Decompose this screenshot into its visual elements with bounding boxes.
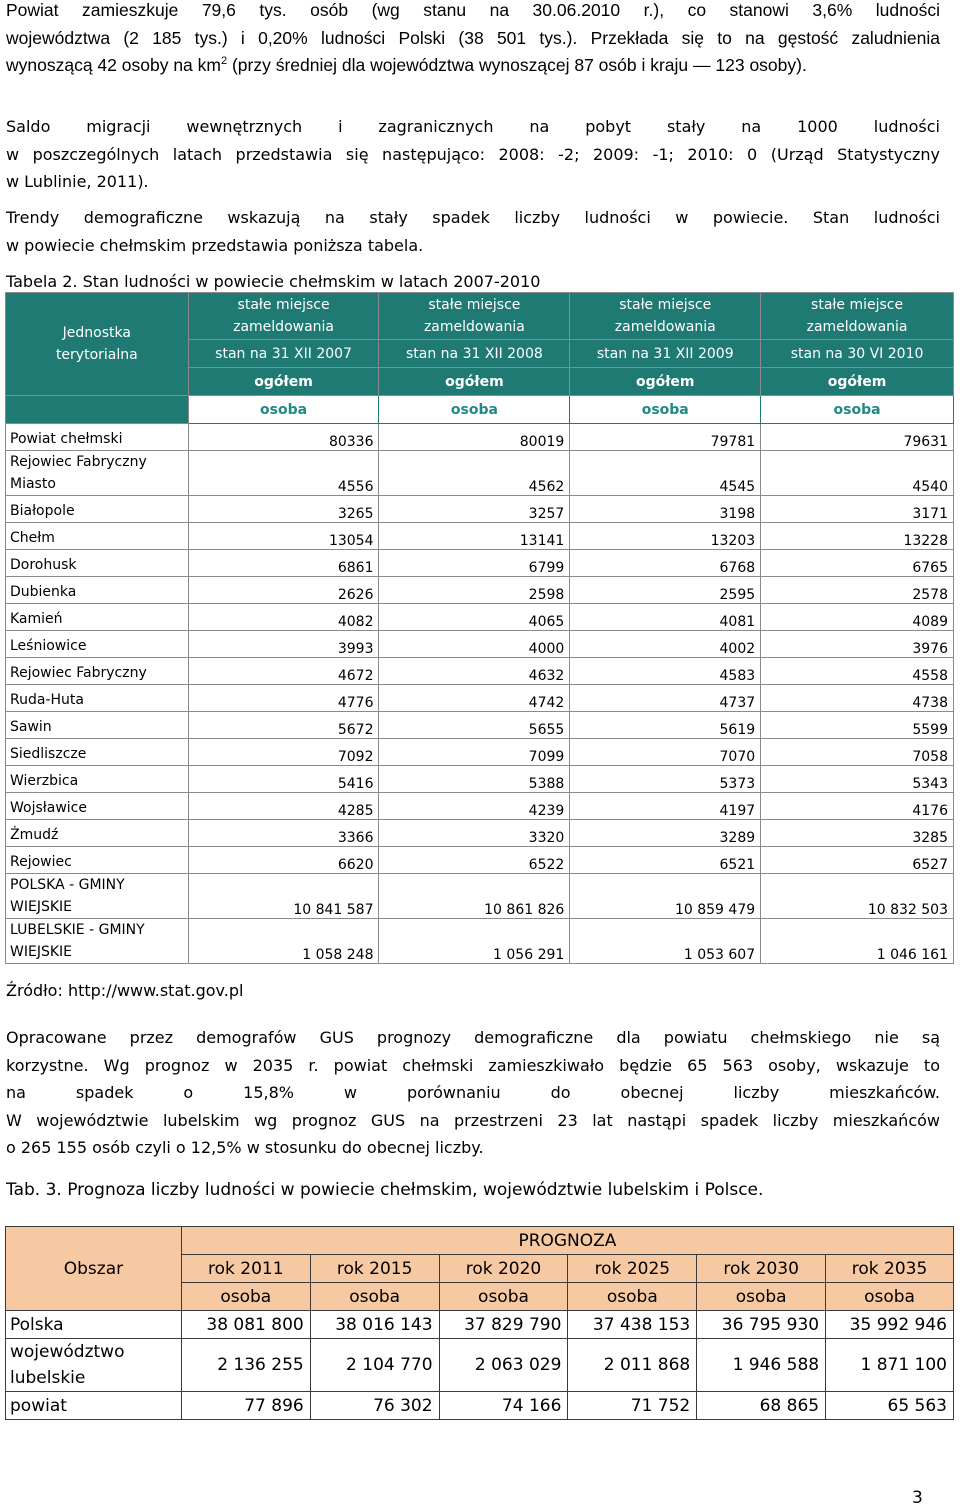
- table-row: [6, 604, 954, 631]
- cell-value: 2 136 255: [181, 1339, 310, 1392]
- table3-caption: Tab. 3. Prognoza liczby ludności w powiecie chełmskim, województwie lubelskim i Polsce.: [6, 1180, 764, 1200]
- table-row: [6, 577, 954, 604]
- unit-header-spacer: [6, 396, 189, 424]
- cell-value: 2595: [570, 577, 761, 604]
- cell-value: 4089: [761, 604, 954, 631]
- forecast-line-2: korzystne. Wg prognoz w 2035 r. powiat chełmski zamieszkiwało będzie 65 563 osoby, wskazuje to: [6, 1055, 940, 1075]
- cell-value: 4558: [761, 658, 954, 685]
- col-date-header: stan na 30 VI 2010: [761, 340, 954, 368]
- col-unit-header: osoba: [188, 396, 379, 424]
- cell-value: 13141: [379, 523, 570, 550]
- cell-value: 80019: [379, 424, 570, 451]
- col-unit-header: osoba: [761, 396, 954, 424]
- unit-header: osoba: [826, 1283, 954, 1311]
- cell-value: 38 016 143: [310, 1311, 439, 1339]
- cell-value: 3285: [761, 820, 954, 847]
- table-row: [6, 919, 954, 964]
- cell-value: 13228: [761, 523, 954, 550]
- cell-value: 5655: [379, 712, 570, 739]
- cell-value: 3257: [379, 496, 570, 523]
- cell-value: 5416: [188, 766, 379, 793]
- migration-paragraph: [6, 113, 940, 196]
- table-row: [6, 424, 954, 451]
- superscript: 2: [220, 55, 228, 68]
- row-name: Polska: [6, 1311, 182, 1339]
- cell-value: 2598: [379, 577, 570, 604]
- cell-value: 7092: [188, 739, 379, 766]
- cell-value: 4545: [570, 451, 761, 496]
- year-header: rok 2020: [439, 1255, 568, 1283]
- row-name: Chełm: [6, 523, 189, 550]
- row-name: LUBELSKIE - GMINY WIEJSKIE: [6, 919, 189, 964]
- cell-value: 1 871 100: [826, 1339, 954, 1392]
- cell-value: 4239: [379, 793, 570, 820]
- table-row: [6, 739, 954, 766]
- row-name: Leśniowice: [6, 631, 189, 658]
- cell-value: 7099: [379, 739, 570, 766]
- col-date-header: stan na 31 XII 2008: [379, 340, 570, 368]
- row-name: POLSKA - GMINY WIEJSKIE: [6, 874, 189, 919]
- cell-value: 4776: [188, 685, 379, 712]
- cell-value: 76 302: [310, 1392, 439, 1420]
- cell-value: 2 063 029: [439, 1339, 568, 1392]
- cell-value: 4176: [761, 793, 954, 820]
- cell-value: 6620: [188, 847, 379, 874]
- table-row: [6, 550, 954, 577]
- row-name: powiat: [6, 1392, 182, 1420]
- cell-value: 6765: [761, 550, 954, 577]
- table-row: [6, 766, 954, 793]
- row-name: Dubienka: [6, 577, 189, 604]
- cell-value: 1 946 588: [697, 1339, 826, 1392]
- cell-value: 2 104 770: [310, 1339, 439, 1392]
- cell-value: 4556: [188, 451, 379, 496]
- unit-header: osoba: [439, 1283, 568, 1311]
- table-row: [6, 874, 954, 919]
- cell-value: 3320: [379, 820, 570, 847]
- population-table: [5, 292, 954, 964]
- cell-value: 4672: [188, 658, 379, 685]
- row-name: Dorohusk: [6, 550, 189, 577]
- unit-header: osoba: [181, 1283, 310, 1311]
- cell-value: 36 795 930: [697, 1311, 826, 1339]
- intro-line-3-start: wynoszącą 42 osoby na km: [6, 55, 221, 75]
- cell-value: 10 841 587: [188, 874, 379, 919]
- table-row: [6, 1339, 954, 1392]
- forecast-paragraph: [6, 1024, 940, 1162]
- cell-value: 7058: [761, 739, 954, 766]
- year-header: rok 2011: [181, 1255, 310, 1283]
- cell-value: 5388: [379, 766, 570, 793]
- row-name: województwo lubelskie: [6, 1339, 182, 1392]
- cell-value: 13203: [570, 523, 761, 550]
- cell-value: 5672: [188, 712, 379, 739]
- cell-value: 65 563: [826, 1392, 954, 1420]
- trend-paragraph: [6, 204, 940, 259]
- col-date-header: stan na 31 XII 2007: [188, 340, 379, 368]
- cell-value: 4081: [570, 604, 761, 631]
- forecast-line-4: W województwie lubelskim wg prognoz GUS na przestrzeni 23 lat nastąpi spadek liczby mieszkańców: [6, 1110, 940, 1130]
- forecast-line-1: Opracowane przez demografów GUS prognozy demograficzne dla powiatu chełmskiego nie są: [6, 1028, 940, 1047]
- col-total-header: ogółem: [570, 368, 761, 396]
- cell-value: 5373: [570, 766, 761, 793]
- cell-value: 4540: [761, 451, 954, 496]
- intro-line-1: Powiat zamieszkuje 79,6 tys. osób (wg stanu na 30.06.2010 r.), co stanowi 3,6% ludności: [6, 0, 940, 20]
- table-row: [6, 685, 954, 712]
- row-name: Wojsławice: [6, 793, 189, 820]
- cell-value: 80336: [188, 424, 379, 451]
- cell-value: 1 053 607: [570, 919, 761, 964]
- cell-value: 10 832 503: [761, 874, 954, 919]
- unit-header: osoba: [697, 1283, 826, 1311]
- col-group-header: stałe miejsce zameldowania: [761, 293, 954, 340]
- unit-header: osoba: [568, 1283, 697, 1311]
- cell-value: 4197: [570, 793, 761, 820]
- col-group-header: stałe miejsce zameldowania: [570, 293, 761, 340]
- cell-value: 74 166: [439, 1392, 568, 1420]
- cell-value: 1 058 248: [188, 919, 379, 964]
- cell-value: 4082: [188, 604, 379, 631]
- cell-value: 6522: [379, 847, 570, 874]
- cell-value: 37 438 153: [568, 1311, 697, 1339]
- cell-value: 4737: [570, 685, 761, 712]
- cell-value: 6527: [761, 847, 954, 874]
- area-header: Obszar: [6, 1227, 182, 1311]
- cell-value: 7070: [570, 739, 761, 766]
- cell-value: 3171: [761, 496, 954, 523]
- year-header: rok 2030: [697, 1255, 826, 1283]
- forecast-table: [5, 1226, 954, 1420]
- col-date-header: stan na 31 XII 2009: [570, 340, 761, 368]
- cell-value: 3366: [188, 820, 379, 847]
- table-row: [6, 820, 954, 847]
- table-row: [6, 523, 954, 550]
- table-row: [6, 496, 954, 523]
- cell-value: 6861: [188, 550, 379, 577]
- cell-value: 71 752: [568, 1392, 697, 1420]
- col-group-header: stałe miejsce zameldowania: [188, 293, 379, 340]
- col-total-header: ogółem: [379, 368, 570, 396]
- cell-value: 3993: [188, 631, 379, 658]
- table-row: [6, 793, 954, 820]
- year-header: rok 2025: [568, 1255, 697, 1283]
- cell-value: 4002: [570, 631, 761, 658]
- forecast-line-5: o 265 155 osób czyli o 12,5% w stosunku do obecnej liczby.: [6, 1138, 484, 1157]
- cell-value: 3198: [570, 496, 761, 523]
- table-row: [6, 1392, 954, 1420]
- cell-value: 5619: [570, 712, 761, 739]
- cell-value: 6799: [379, 550, 570, 577]
- cell-value: 4742: [379, 685, 570, 712]
- cell-value: 68 865: [697, 1392, 826, 1420]
- row-name: Powiat chełmski: [6, 424, 189, 451]
- table-row: [6, 658, 954, 685]
- forecast-line-3: na spadek o 15,8% w porównaniu do obecnej liczby mieszkańców.: [6, 1083, 940, 1102]
- migration-line-2: w poszczególnych latach przedstawia się następująco: 2008: -2; 2009: -1; 2010: 0 (Urząd Statystyczny: [6, 144, 940, 164]
- cell-value: 77 896: [181, 1392, 310, 1420]
- intro-paragraph: [6, 0, 940, 80]
- row-name: Wierzbica: [6, 766, 189, 793]
- row-name: Żmudź: [6, 820, 189, 847]
- cell-value: 37 829 790: [439, 1311, 568, 1339]
- cell-value: 1 056 291: [379, 919, 570, 964]
- row-name: Białopole: [6, 496, 189, 523]
- cell-value: 4738: [761, 685, 954, 712]
- row-name: Sawin: [6, 712, 189, 739]
- unit-header: osoba: [310, 1283, 439, 1311]
- migration-line-1: Saldo migracji wewnętrznych i zagranicznych na pobyt stały na 1000 ludności: [6, 117, 940, 136]
- row-name: Ruda-Huta: [6, 685, 189, 712]
- table-row: [6, 451, 954, 496]
- col-total-header: ogółem: [761, 368, 954, 396]
- table-row: [6, 847, 954, 874]
- cell-value: 2626: [188, 577, 379, 604]
- table2-caption: Tabela 2. Stan ludności w powiecie chełmskim w latach 2007-2010: [6, 272, 541, 291]
- cell-value: 13054: [188, 523, 379, 550]
- unit-header: Jednostka terytorialna: [6, 293, 189, 396]
- cell-value: 1 046 161: [761, 919, 954, 964]
- col-total-header: ogółem: [188, 368, 379, 396]
- table-row: [6, 631, 954, 658]
- cell-value: 79781: [570, 424, 761, 451]
- cell-value: 6521: [570, 847, 761, 874]
- row-name: Kamień: [6, 604, 189, 631]
- col-group-header: stałe miejsce zameldowania: [379, 293, 570, 340]
- intro-line-3: [6, 52, 940, 80]
- cell-value: 3976: [761, 631, 954, 658]
- cell-value: 3265: [188, 496, 379, 523]
- trend-line-2: w powiecie chełmskim przedstawia poniższa tabela.: [6, 235, 424, 255]
- year-header: rok 2035: [826, 1255, 954, 1283]
- row-name: Rejowiec Fabryczny Miasto: [6, 451, 189, 496]
- intro-line-2: województwa (2 185 tys.) i 0,20% ludności Polski (38 501 tys.). Przekłada się to na gęstość zaludnienia: [6, 27, 940, 48]
- cell-value: 4632: [379, 658, 570, 685]
- intro-line-3-end: (przy średniej dla województwa wynoszącej 87 osób i kraju — 123 osoby).: [227, 55, 807, 75]
- cell-value: 38 081 800: [181, 1311, 310, 1339]
- col-unit-header: osoba: [570, 396, 761, 424]
- table-row: [6, 712, 954, 739]
- migration-line-3: w Lublinie, 2011).: [6, 172, 149, 191]
- trend-line-1: Trendy demograficzne wskazują na stały spadek liczby ludności w powiecie. Stan ludności: [6, 208, 940, 227]
- table-row: [6, 1311, 954, 1339]
- cell-value: 2578: [761, 577, 954, 604]
- cell-value: 4285: [188, 793, 379, 820]
- row-name: Rejowiec Fabryczny: [6, 658, 189, 685]
- cell-value: 4562: [379, 451, 570, 496]
- year-header: rok 2015: [310, 1255, 439, 1283]
- table2-source: Źródło: http://www.stat.gov.pl: [6, 981, 244, 1000]
- forecast-group-header: PROGNOZA: [181, 1227, 953, 1255]
- cell-value: 3289: [570, 820, 761, 847]
- col-unit-header: osoba: [379, 396, 570, 424]
- row-name: Rejowiec: [6, 847, 189, 874]
- cell-value: 5599: [761, 712, 954, 739]
- cell-value: 5343: [761, 766, 954, 793]
- cell-value: 2 011 868: [568, 1339, 697, 1392]
- cell-value: 4000: [379, 631, 570, 658]
- page-number: 3: [912, 1488, 923, 1508]
- row-name: Siedliszcze: [6, 739, 189, 766]
- cell-value: 10 861 826: [379, 874, 570, 919]
- cell-value: 79631: [761, 424, 954, 451]
- cell-value: 35 992 946: [826, 1311, 954, 1339]
- cell-value: 6768: [570, 550, 761, 577]
- cell-value: 10 859 479: [570, 874, 761, 919]
- cell-value: 4583: [570, 658, 761, 685]
- cell-value: 4065: [379, 604, 570, 631]
